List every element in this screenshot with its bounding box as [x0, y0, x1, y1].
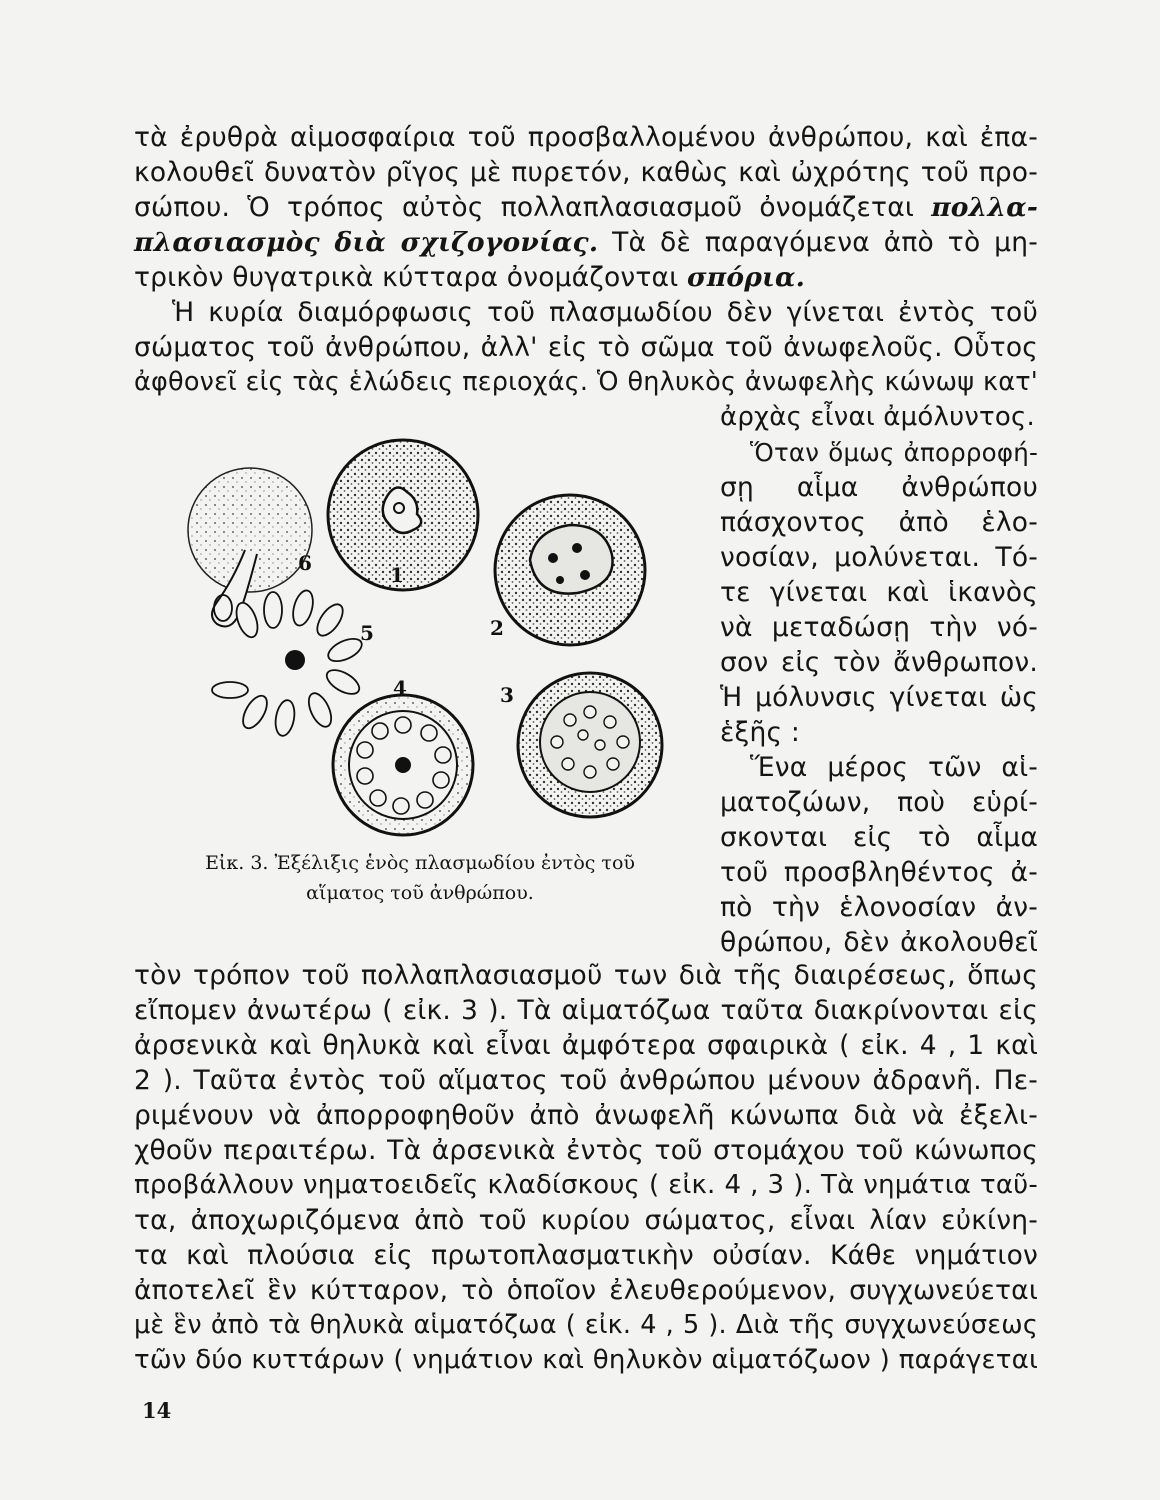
text-line: ἀρσενικὰ καὶ θηλυκὰ καὶ εἶναι ἀμφότερα σφαιρικὰ ( εἰκ. 4 , 1 καὶ [134, 1030, 1038, 1061]
text-line: σώματος τοῦ ἀνθρώπου, ἀλλ' εἰς τὸ σῶμα τοῦ ἀνωφελοῦς. Οὗτος [134, 332, 1038, 363]
column-line: τε γίνεται καὶ ἱκανὸς [720, 577, 1038, 608]
text-line [134, 260, 1038, 295]
figure-label-1: 1 [390, 563, 404, 587]
text-line: τα καὶ πλούσια εἰς πρωτοπλασματικὴν οὐσίαν. Κάθε νημάτιον [134, 1240, 1038, 1271]
figure-label-4: 4 [393, 676, 407, 700]
column-line: ματοζώων, ποὺ εὑρί- [720, 787, 1038, 818]
figure-label-2: 2 [490, 616, 504, 640]
page-number: 14 [142, 1398, 172, 1423]
figure-caption [150, 848, 690, 908]
column-line: σκονται εἰς τὸ αἷμα [720, 822, 1038, 853]
column-line: ἀρχὰς εἶναι ἀμόλυντος. [720, 402, 1035, 432]
figure-label-3: 3 [500, 683, 514, 707]
term-bold: πλασιασμὸς διὰ σχιζογονίας. [134, 227, 599, 258]
text-line: τὸν τρόπον τοῦ πολλαπλασιασμοῦ των διὰ τῆς διαιρέσεως, ὅπως [134, 960, 1038, 991]
text-line: ἀποτελεῖ ἓν κύτταρον, τὸ ὁποῖον ἐλευθερούμενον, συγχωνεύεται [134, 1275, 1038, 1306]
text-span: Τὰ δὲ παραγόμενα ἀπὸ τὸ μη- [612, 227, 1039, 258]
text-line [134, 225, 1038, 260]
cell-3 [518, 673, 662, 817]
term-bold: σπόρια. [687, 262, 806, 293]
column-line: τοῦ προσβληθέντος ἀ- [720, 857, 1038, 888]
column-line: νοσίαν, μολύνεται. Τό- [720, 542, 1038, 573]
column-line: Ἡ μόλυνσις γίνεται ὡς [720, 682, 1038, 713]
text-line: χθοῦν περαιτέρω. Τὰ ἀρσενικὰ ἐντὸς τοῦ στομάχου τοῦ κώνωπος [134, 1135, 1038, 1166]
caption-line: αἵματος τοῦ ἀνθρώπου. [306, 882, 534, 904]
column-line: σῃ αἷμα ἀνθρώπου [720, 472, 1038, 503]
column-line: Ὅταν ὅμως ἀπορροφή- [750, 438, 1038, 467]
text-span: σώπου. Ὁ τρόπος αὐτὸς πολλαπλασιασμοῦ ὀνομάζεται [134, 192, 915, 223]
plasmodium-figure [185, 430, 715, 840]
text-line: εἴπομεν ἀνωτέρω ( εἰκ. 3 ). Τὰ αἱματόζωα ταῦτα διακρίνονται εἰς [134, 995, 1038, 1026]
text-line: μὲ ἓν ἀπὸ τὰ θηλυκὰ αἱματόζωα ( εἰκ. 4 , 5 ). Διὰ τῆς συγχωνεύσεως [134, 1310, 1038, 1340]
text-line: τα, ἀποχωριζόμενα ἀπὸ τοῦ κυρίου σώματος, εἶναι λίαν εὐκίνη- [134, 1205, 1038, 1236]
cell-6 [188, 468, 312, 626]
figure-label-5: 5 [360, 621, 374, 645]
text-span: τρικὸν θυγατρικὰ κύτταρα ὀνομάζονται [134, 262, 679, 293]
term-bold: πολλα- [931, 192, 1039, 223]
text-line: ριμένουν νὰ ἀπορροφηθοῦν ἀπὸ ἀνωφελῆ κώνωπα διὰ νὰ ἐξελι- [134, 1100, 1038, 1131]
text-line: 2 ). Ταῦτα ἐντὸς τοῦ αἵματος τοῦ ἀνθρώπου μένουν ἀδρανῆ. Πε- [134, 1065, 1038, 1096]
text-line: τῶν δύο κυττάρων ( νημάτιον καὶ θηλυκὸν αἱματόζωον ) παράγεται [134, 1345, 1038, 1375]
text-line: προβάλλουν νηματοειδεῖς κλαδίσκους ( εἰκ. 4 , 3 ). Τὰ νημάτια ταῦ- [134, 1170, 1038, 1200]
column-line: ἑξῆς : [720, 717, 801, 748]
column-line: πάσχοντος ἀπὸ ἑλο- [720, 507, 1038, 538]
column-line: θρώπου, δὲν ἀκολουθεῖ [720, 927, 1038, 958]
text-line: τὰ ἐρυθρὰ αἱμοσφαίρια τοῦ προσβαλλομένου ἀνθρώπου, καὶ ἐπα- [134, 122, 1038, 153]
text-line: Ἡ κυρία διαμόρφωσις τοῦ πλασμωδίου δὲν γίνεται ἐντὸς τοῦ [172, 297, 1038, 328]
caption-line: Εἰκ. 3. Ἐξέλιξις ἑνὸς πλασμωδίου ἐντὸς τοῦ [205, 852, 635, 874]
column-line: σον εἰς τὸν ἄνθρωπον. [720, 647, 1038, 678]
cell-2 [495, 495, 645, 645]
column-line: νὰ μεταδώσῃ τὴν νό- [720, 612, 1038, 643]
text-line: ἀφθονεῖ εἰς τὰς ἑλώδεις περιοχάς. Ὁ θηλυκὸς ἀνωφελὴς κώνωψ κατ' [134, 367, 1038, 397]
column-line: πὸ τὴν ἑλονοσίαν ἀν- [720, 892, 1038, 923]
cell-4 [333, 695, 473, 835]
figure-label-6: 6 [298, 551, 312, 575]
column-line: Ἕνα μέρος τῶν αἱ- [750, 752, 1038, 783]
text-line: κολουθεῖ δυνατὸν ρῖγος μὲ πυρετόν, καθὼς καὶ ὠχρότης τοῦ προ- [134, 157, 1038, 188]
text-line [134, 190, 1038, 225]
